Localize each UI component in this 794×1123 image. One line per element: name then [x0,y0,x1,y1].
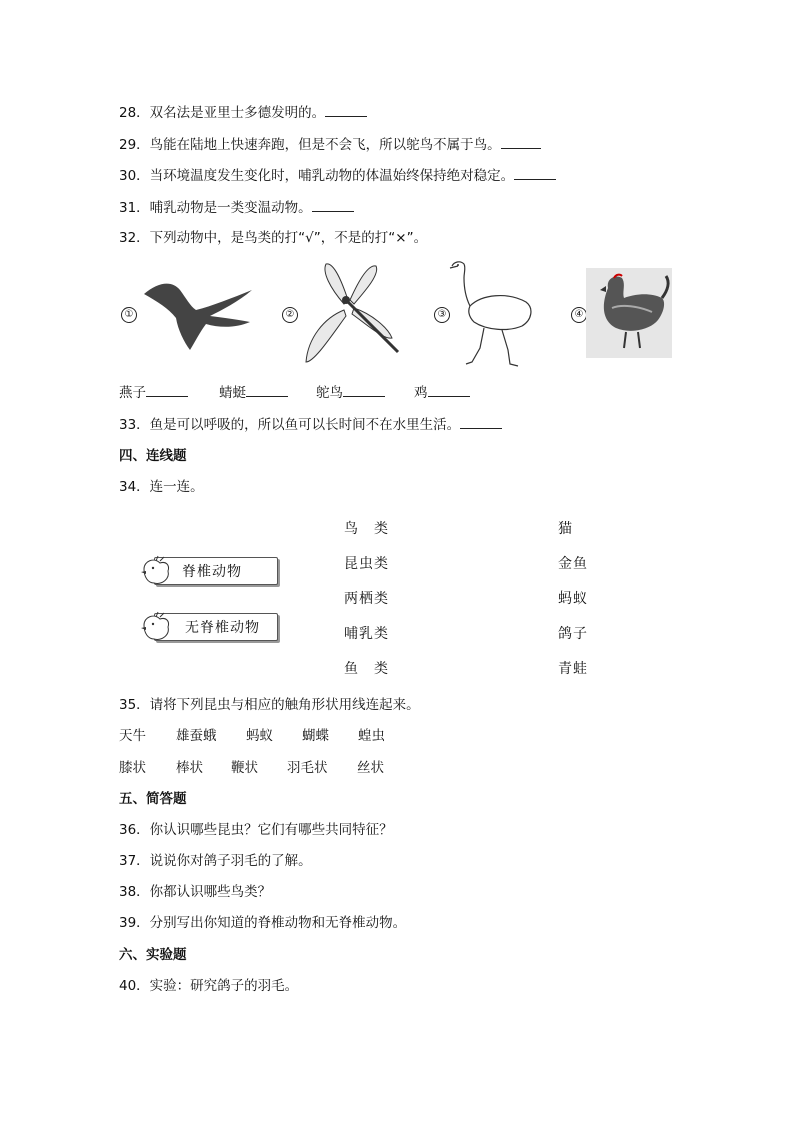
animal-item[interactable]: 青蛙 [558,661,588,677]
ostrich-image [448,258,540,368]
marker-1: ① [121,307,137,323]
insect-item[interactable]: 蚂蚁 [246,728,273,744]
insect-item[interactable]: 蝴蝶 [302,728,329,744]
question-28: 28．双名法是亚里士多德发明的。 [119,102,367,123]
answer-blank[interactable] [312,197,354,212]
class-item[interactable]: 两栖类 [344,591,389,607]
bird-icon [140,555,176,586]
animal-item[interactable]: 蚂蚁 [558,591,588,607]
question-38: 38．你都认识哪些鸟类？ [119,884,272,900]
answer-chicken: 鸡 [414,382,470,403]
question-31: 31．哺乳动物是一类变温动物。 [119,197,354,218]
question-32: 32．下列动物中，是鸟类的打“√”，不是的打“×”。 [119,230,428,246]
question-40: 40．实验：研究鸽子的羽毛。 [119,978,299,994]
bird-icon [140,611,176,642]
antenna-shape[interactable]: 膝状 [119,760,146,776]
insect-item[interactable]: 雄蚕蛾 [176,728,217,744]
question-39: 39．分别写出你知道的脊椎动物和无脊椎动物。 [119,915,407,931]
class-item[interactable]: 鱼 类 [344,661,389,677]
marker-2: ② [282,307,298,323]
answer-blank[interactable] [460,414,502,429]
marker-4: ④ [571,307,587,323]
answer-swallow: 燕子 [119,382,188,403]
answer-ostrich: 鸵鸟 [316,382,385,403]
chicken-image [586,268,672,358]
answer-blank[interactable] [501,134,541,149]
insect-item[interactable]: 天牛 [119,728,146,744]
insect-item[interactable]: 蝗虫 [358,728,385,744]
dragonfly-image [300,258,405,370]
answer-blank[interactable] [146,382,188,397]
question-35: 35．请将下列昆虫与相应的触角形状用线连起来。 [119,697,420,713]
badge-vertebrate: 脊椎动物 [140,555,278,586]
antenna-shape[interactable]: 丝状 [357,760,384,776]
question-33: 33．鱼是可以呼吸的，所以鱼可以长时间不在水里生活。 [119,414,502,435]
question-29: 29．鸟能在陆地上快速奔跑，但是不会飞，所以鸵鸟不属于鸟。 [119,134,541,155]
swallow-image [140,272,255,352]
answer-blank[interactable] [246,382,288,397]
animal-item[interactable]: 金鱼 [558,556,588,572]
question-34: 34．连一连。 [119,479,204,495]
class-item[interactable]: 鸟 类 [344,521,389,537]
answer-blank[interactable] [428,382,470,397]
answer-blank[interactable] [514,165,556,180]
badge-invertebrate: 无脊椎动物 [140,611,278,642]
antenna-shape[interactable]: 羽毛状 [287,760,328,776]
marker-3: ③ [434,307,450,323]
section-title: 五、简答题 [119,791,187,807]
antenna-shape[interactable]: 棒状 [176,760,203,776]
answer-dragonfly: 蜻蜓 [219,382,288,403]
question-30: 30．当环境温度发生变化时，哺乳动物的体温始终保持绝对稳定。 [119,165,556,186]
section-title: 四、连线题 [119,448,187,464]
answer-blank[interactable] [343,382,385,397]
question-36: 36．你认识哪些昆虫？它们有哪些共同特征？ [119,822,393,838]
animal-item[interactable]: 鸽子 [558,626,588,642]
answer-blank[interactable] [325,102,367,117]
section-title: 六、实验题 [119,947,187,963]
antenna-shape[interactable]: 鞭状 [231,760,258,776]
animal-item[interactable]: 猫 [558,521,573,537]
class-item[interactable]: 昆虫类 [344,556,389,572]
class-item[interactable]: 哺乳类 [344,626,389,642]
question-37: 37．说说你对鸽子羽毛的了解。 [119,853,312,869]
